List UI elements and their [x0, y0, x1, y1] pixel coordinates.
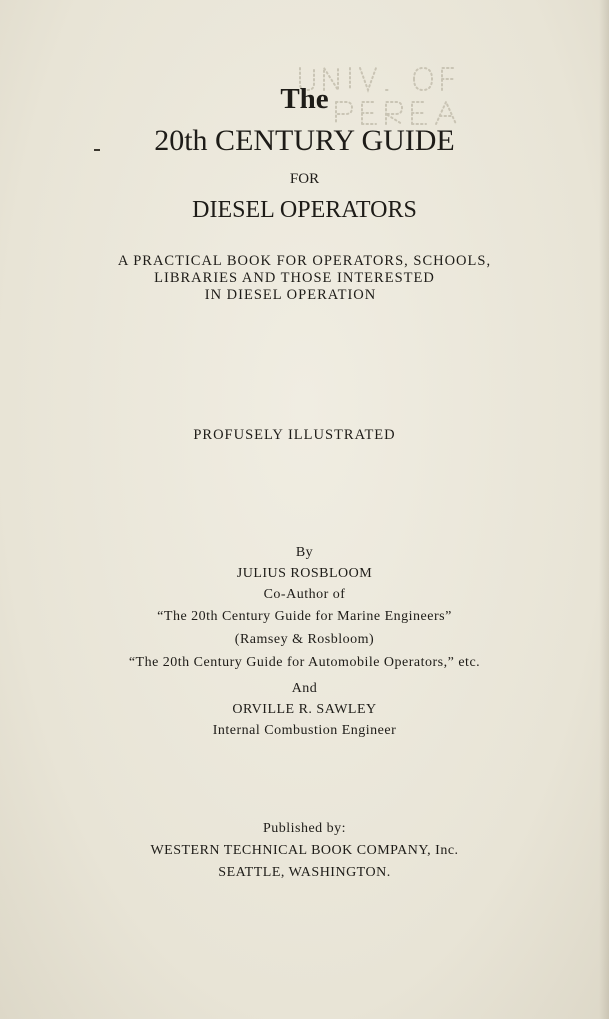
publisher-location: SEATTLE, WASHINGTON.: [218, 865, 391, 880]
and-label: And: [291, 681, 318, 696]
illustrated-note: PROFUSELY ILLUSTRATED: [193, 427, 396, 443]
work-2: “The 20th Century Guide for Automobile Operators,” etc.: [128, 655, 481, 670]
work-1: “The 20th Century Guide for Marine Engineers”: [157, 609, 452, 624]
title-the: The: [280, 83, 329, 115]
author-1: JULIUS ROSBLOOM: [236, 566, 373, 581]
author-2: ORVILLE R. SAWLEY: [232, 702, 377, 717]
published-by-label: Published by:: [262, 821, 347, 836]
description-line-3: IN DIESEL OPERATION: [204, 287, 377, 303]
work-1-note: (Ramsey & Rosbloom): [234, 632, 375, 647]
book-subtitle: DIESEL OPERATORS: [192, 197, 417, 223]
book-title: 20th CENTURY GUIDE: [154, 124, 455, 157]
author-2-title: Internal Combustion Engineer: [212, 723, 397, 738]
coauthor-of: Co-Author of: [263, 587, 346, 602]
by-label: By: [295, 545, 314, 560]
description-line-1: A PRACTICAL BOOK FOR OPERATORS, SCHOOLS,: [117, 253, 492, 269]
publisher-name: WESTERN TECHNICAL BOOK COMPANY, Inc.: [150, 843, 459, 858]
description-line-2: LIBRARIES AND THOSE INTERESTED: [154, 270, 435, 286]
page-edge-shadow: [599, 0, 609, 1019]
title-for: FOR: [289, 171, 320, 187]
